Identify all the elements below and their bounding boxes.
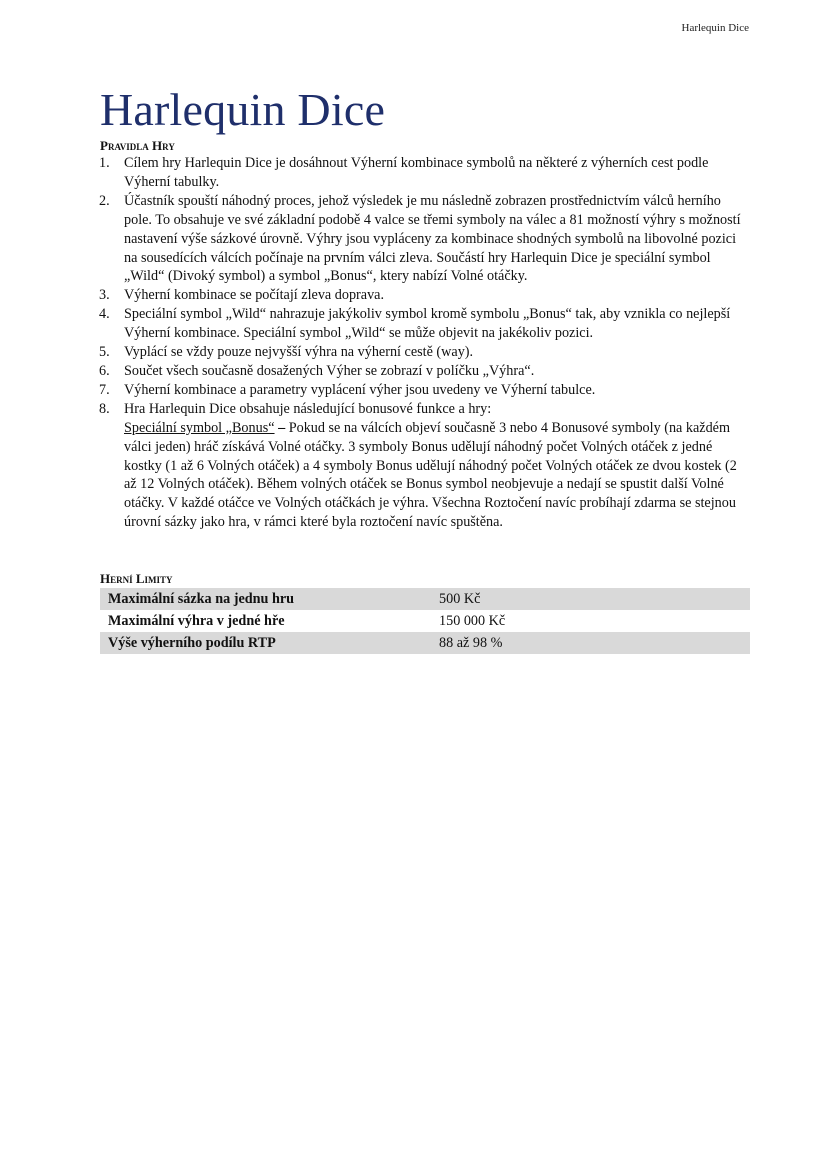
- table-row: [100, 632, 750, 654]
- limit-value: 150 000 Kč: [439, 613, 506, 630]
- rule-item: [100, 192, 750, 287]
- limit-value: 88 až 98 %: [428, 632, 750, 654]
- rule-number: 1.: [99, 155, 110, 171]
- rule-number: 5.: [99, 344, 110, 361]
- rule-text: Výherní kombinace se počítají zleva doprava.: [124, 287, 385, 304]
- rule-number: 7.: [99, 381, 110, 398]
- rule-number: 2.: [99, 192, 110, 209]
- rule-text: Výherní kombinace a parametry vyplácení výher jsou uvedeny ve Výherní tabulce.: [124, 381, 596, 398]
- bonus-title: Speciální symbol „Bonus“: [124, 419, 275, 436]
- rule-item: [100, 381, 750, 400]
- rule-text: Hra Harlequin Dice obsahuje následující bonusové funkce a hry:: [124, 400, 492, 417]
- rule-item: [100, 343, 750, 362]
- limit-label: Maximální sázka na jednu hru: [100, 588, 428, 610]
- limits-table: [100, 588, 750, 654]
- running-header: Harlequin Dice: [681, 22, 749, 34]
- bonus-description: [124, 419, 750, 532]
- rule-item: [100, 305, 750, 343]
- rule-text: Součet všech současně dosažených Výher se zobrazí v políčku „Výhra“.: [124, 362, 535, 379]
- rule-number: 6.: [99, 362, 110, 379]
- rule-number: 8.: [99, 400, 110, 417]
- rule-item: [100, 362, 750, 381]
- rule-item: [100, 286, 750, 305]
- rules-list: [100, 154, 750, 532]
- rule-item: [100, 154, 750, 192]
- limit-value: 500 Kč: [428, 588, 750, 610]
- limits-heading: Herní Limity: [100, 571, 173, 587]
- limit-label: Výše výherního podílu RTP: [100, 632, 428, 654]
- rule-text: Speciální symbol „Wild“ nahrazuje jakýkoliv symbol kromě symbolu „Bonus“ tak, aby vznikla co nejlepší Výherní kombinace. Speciální symbol „Wild“ se může objevit na jakékoliv pozici.: [124, 306, 731, 342]
- document-body: [100, 82, 750, 654]
- rule-item: [100, 400, 750, 532]
- bonus-dash: –: [278, 419, 286, 436]
- rule-text: Cílem hry Harlequin Dice je dosáhnout Výherní kombinace symbolů na některé z výherních cest podle Výherní tabulky.: [124, 155, 709, 190]
- document-title: Harlequin Dice: [100, 84, 386, 135]
- rule-number: 3.: [99, 287, 110, 304]
- rule-text: Vyplácí se vždy pouze nejvyšší výhra na výherní cestě (way).: [124, 344, 474, 361]
- table-row: [100, 588, 750, 610]
- rule-number: 4.: [99, 306, 110, 323]
- rules-heading: Pravidla Hry: [100, 138, 175, 153]
- rule-text: Účastník spouští náhodný proces, jehož výsledek je mu následně zobrazen prostřednictvím válců herního pole. To obsahuje ve své základní podobě 4 valce se třemi symboly na válec a 81 možností výhry s možností nastavení výše sázkové úrovně. Výhry jsou vypláceny za kombinace shodných symbolů na libovolné pozici na sousedících válcích počínaje na prvním válci zleva. Součástí hry Harlequin Dice je speciální symbol „Wild“ (Divoký symbol) a symbol „Bonus“, ktery nabízí Volné otáčky.: [124, 192, 741, 285]
- limit-label: Maximální výhra v jedné hře: [108, 613, 285, 630]
- bonus-text: Pokud se na válcích objeví současně 3 nebo 4 Bonusové symboly (na každém válci jeden) hráč získává Volné otáčky. 3 symboly Bonus udělují náhodný počet Volných otáček z jedné kostky (1 až 6 Volných otáček) a 4 symboly Bonus udělují náhodný počet Volných otáček ze dvou kostek (2 až 12 Volných otáček). Během volných otáček se Bonus symbol neobjevuje a nedají se spustit další Volné otáčky. V každé otáčce ve Volných otáčkách je výhra. Všechna Roztočení navíc probíhají zdarma se stejnou úrovní sázky jako hra, v rámci které byla roztočení navíc spuštěna.: [124, 419, 737, 531]
- table-row: [100, 610, 750, 632]
